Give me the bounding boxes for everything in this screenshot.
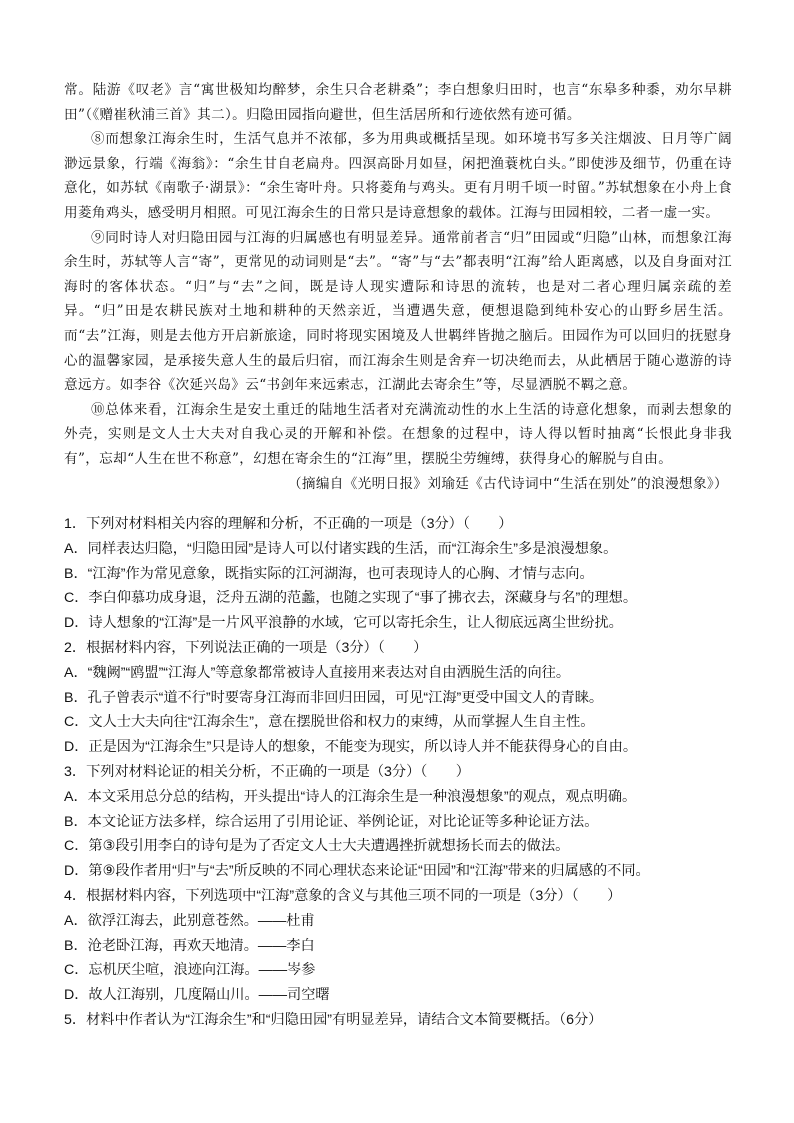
- question-3-option-b: B．本文论证方法多样，综合运用了引用论证、举例论证，对比论证等多种论证方法。: [64, 813, 599, 830]
- question-1-option-a: A．同样表达归隐，“归隐田园”是诗人可以付诸实践的生活，而“江海余生”多是浪漫想象。: [64, 540, 618, 557]
- question-3-option-c: C．第③段引用李白的诗句是为了否定文人士大夫遭遇挫折就想扬长而去的做法。: [64, 838, 570, 855]
- reading-passage: [64, 78, 732, 496]
- paragraph-8: ⑧而想象江海余生时，生活气息并不浓郁，多为用典或概括呈现。如环境书写多关注烟波、日月等广阔渺远景象，行端《海翁》：“余生甘自老扁舟。四溟高卧月如昼，闲把渔蓑枕白头。”即使涉及细节，仍重在诗意化，如苏轼《南歌子·湖景》：“余生寄叶舟。只将菱角与鸡头。更有月明千顷一时留。”苏轼想象在小舟上食用菱角鸡头，感受明月相照。可见江海余生的日常只是诗意想象的载体。江海与田园相较，二者一虚一实。: [64, 131, 732, 221]
- question-4-stem: 4．根据材料内容，下列选项中“江海”意象的含义与其他三项不同的一项是（3分）（ ）: [64, 887, 622, 904]
- question-2-stem: 2．根据材料内容，下列说法正确的一项是（3分）（ ）: [64, 639, 428, 656]
- question-3-option-a: A．本文采用总分总的结构，开头提出“诗人的江海余生是一种浪漫想象”的观点，观点明确。: [64, 788, 637, 805]
- question-3-stem: 3．下列对材料论证的相关分析，不正确的一项是（3分）（ ）: [64, 763, 470, 780]
- question-2-option-a: A．“魏阙”“鸥盟”“江海人”等意象都常被诗人直接用来表达对自由洒脱生活的向往。: [64, 664, 571, 681]
- question-1-option-d: D．诗人想象的“江海”是一片风平浪静的水域，它可以寄托余生，让人彻底远离尘世纷扰。: [64, 615, 623, 632]
- question-4-option-d: D．故人江海别，几度隔山川。——司空曙: [64, 987, 330, 1004]
- paragraph-9: ⑨同时诗人对归隐田园与江海的归属感也有明显差异。通常前者言“归”田园或“归隐”山林，而想象江海余生时，苏轼等人言“寄”，更常见的动词则是“去”。“寄”与“去”都表明“江海”给人距离感，以及自身面对江海时的客体状态。“归”与“去”之间，既是诗人现实遭际和诗思的流转，也是对二者心理归属亲疏的差异。“归”田是农耕民族对土地和耕种的天然亲近，当遭遇失意，便想退隐到纯朴安心的山野乡居生活。而“去”江海，则是去他方开启新旅途，同时将现实困境及人世羁绊皆抛之脑后。田园作为可以回归的抚慰身心的温馨家园，是承接失意人生的最后归宿，而江海余生则是舍弃一切决绝而去，从此栖居于随心遨游的诗意远方。如李谷《次延兴岛》云“书剑年来远索志，江湖此去寄余生”等，尽显洒脱不羁之意。: [64, 229, 732, 394]
- question-1-option-b: B．“江海”作为常见意象，既指实际的江河湖海，也可表现诗人的心胸、才情与志向。: [64, 565, 594, 582]
- question-2-option-b: B．孔子曾表示“道不行”时要寄身江海而非回归田园，可见“江海”更受中国文人的青睐。: [64, 689, 604, 706]
- question-5-stem: 5．材料中作者认为“江海余生”和“归隐田园”有明显差异，请结合文本简要概括。（6分）: [64, 1011, 603, 1028]
- question-1-option-c: C．李白仰慕功成身退，泛舟五湖的范蠡，也随之实现了“事了拂衣去，深藏身与名”的理想。: [64, 590, 638, 607]
- paragraph-10: ⑩总体来看，江海余生是安土重迁的陆地生活者对充满流动性的水上生活的诗意化想象，而剥去想象的外壳，实则是文人士大夫对自我心灵的开解和补偿。在想象的过程中，诗人得以暂时抽离“长恨此身非我有”，忘却“人生在世不称意”，幻想在寄余生的“江海”里，摆脱尘劳缠缚，获得身心的解脱与自由。: [64, 401, 732, 467]
- question-2-option-d: D．正是因为“江海余生”只是诗人的想象，不能变为现实，所以诗人并不能获得身心的自由。: [64, 739, 638, 756]
- question-4-option-a: A．欲浮江海去，此别意苍然。——杜甫: [64, 912, 315, 929]
- question-2-option-c: C．文人士大夫向往“江海余生”，意在摆脱世俗和权力的束缚，从而掌握人生自主性。: [64, 714, 595, 731]
- question-list: [64, 512, 732, 1033]
- question-3-option-d: D．第⑨段作者用“归”与“去”所反映的不同心理状态来论证“田园”和“江海”带来的归属感的不同。: [64, 863, 650, 880]
- question-1-stem: 1．下列对材料相关内容的理解和分析，不正确的一项是（3分）（ ）: [64, 516, 513, 532]
- question-4-option-c: C．忘机厌尘喧，浪迹向江海。——岑参: [64, 962, 316, 979]
- source-citation: （摘编自《光明日报》刘瑜廷《古代诗词中“生活在别处”的浪漫想象》）: [287, 475, 728, 492]
- question-4-option-b: B．沧老卧江海，再欢天地清。——李白: [64, 937, 315, 954]
- paragraph-7-end: 常。陆游《叹老》言“寓世极知均醉梦，余生只合老耕桑”；李白想象归田时，也言“东皋多种黍，劝尔早耕田”（《赠崔秋浦三首》其二）。归隐田园指向避世，但生活居所和行迹依然有迹可循。: [64, 82, 732, 123]
